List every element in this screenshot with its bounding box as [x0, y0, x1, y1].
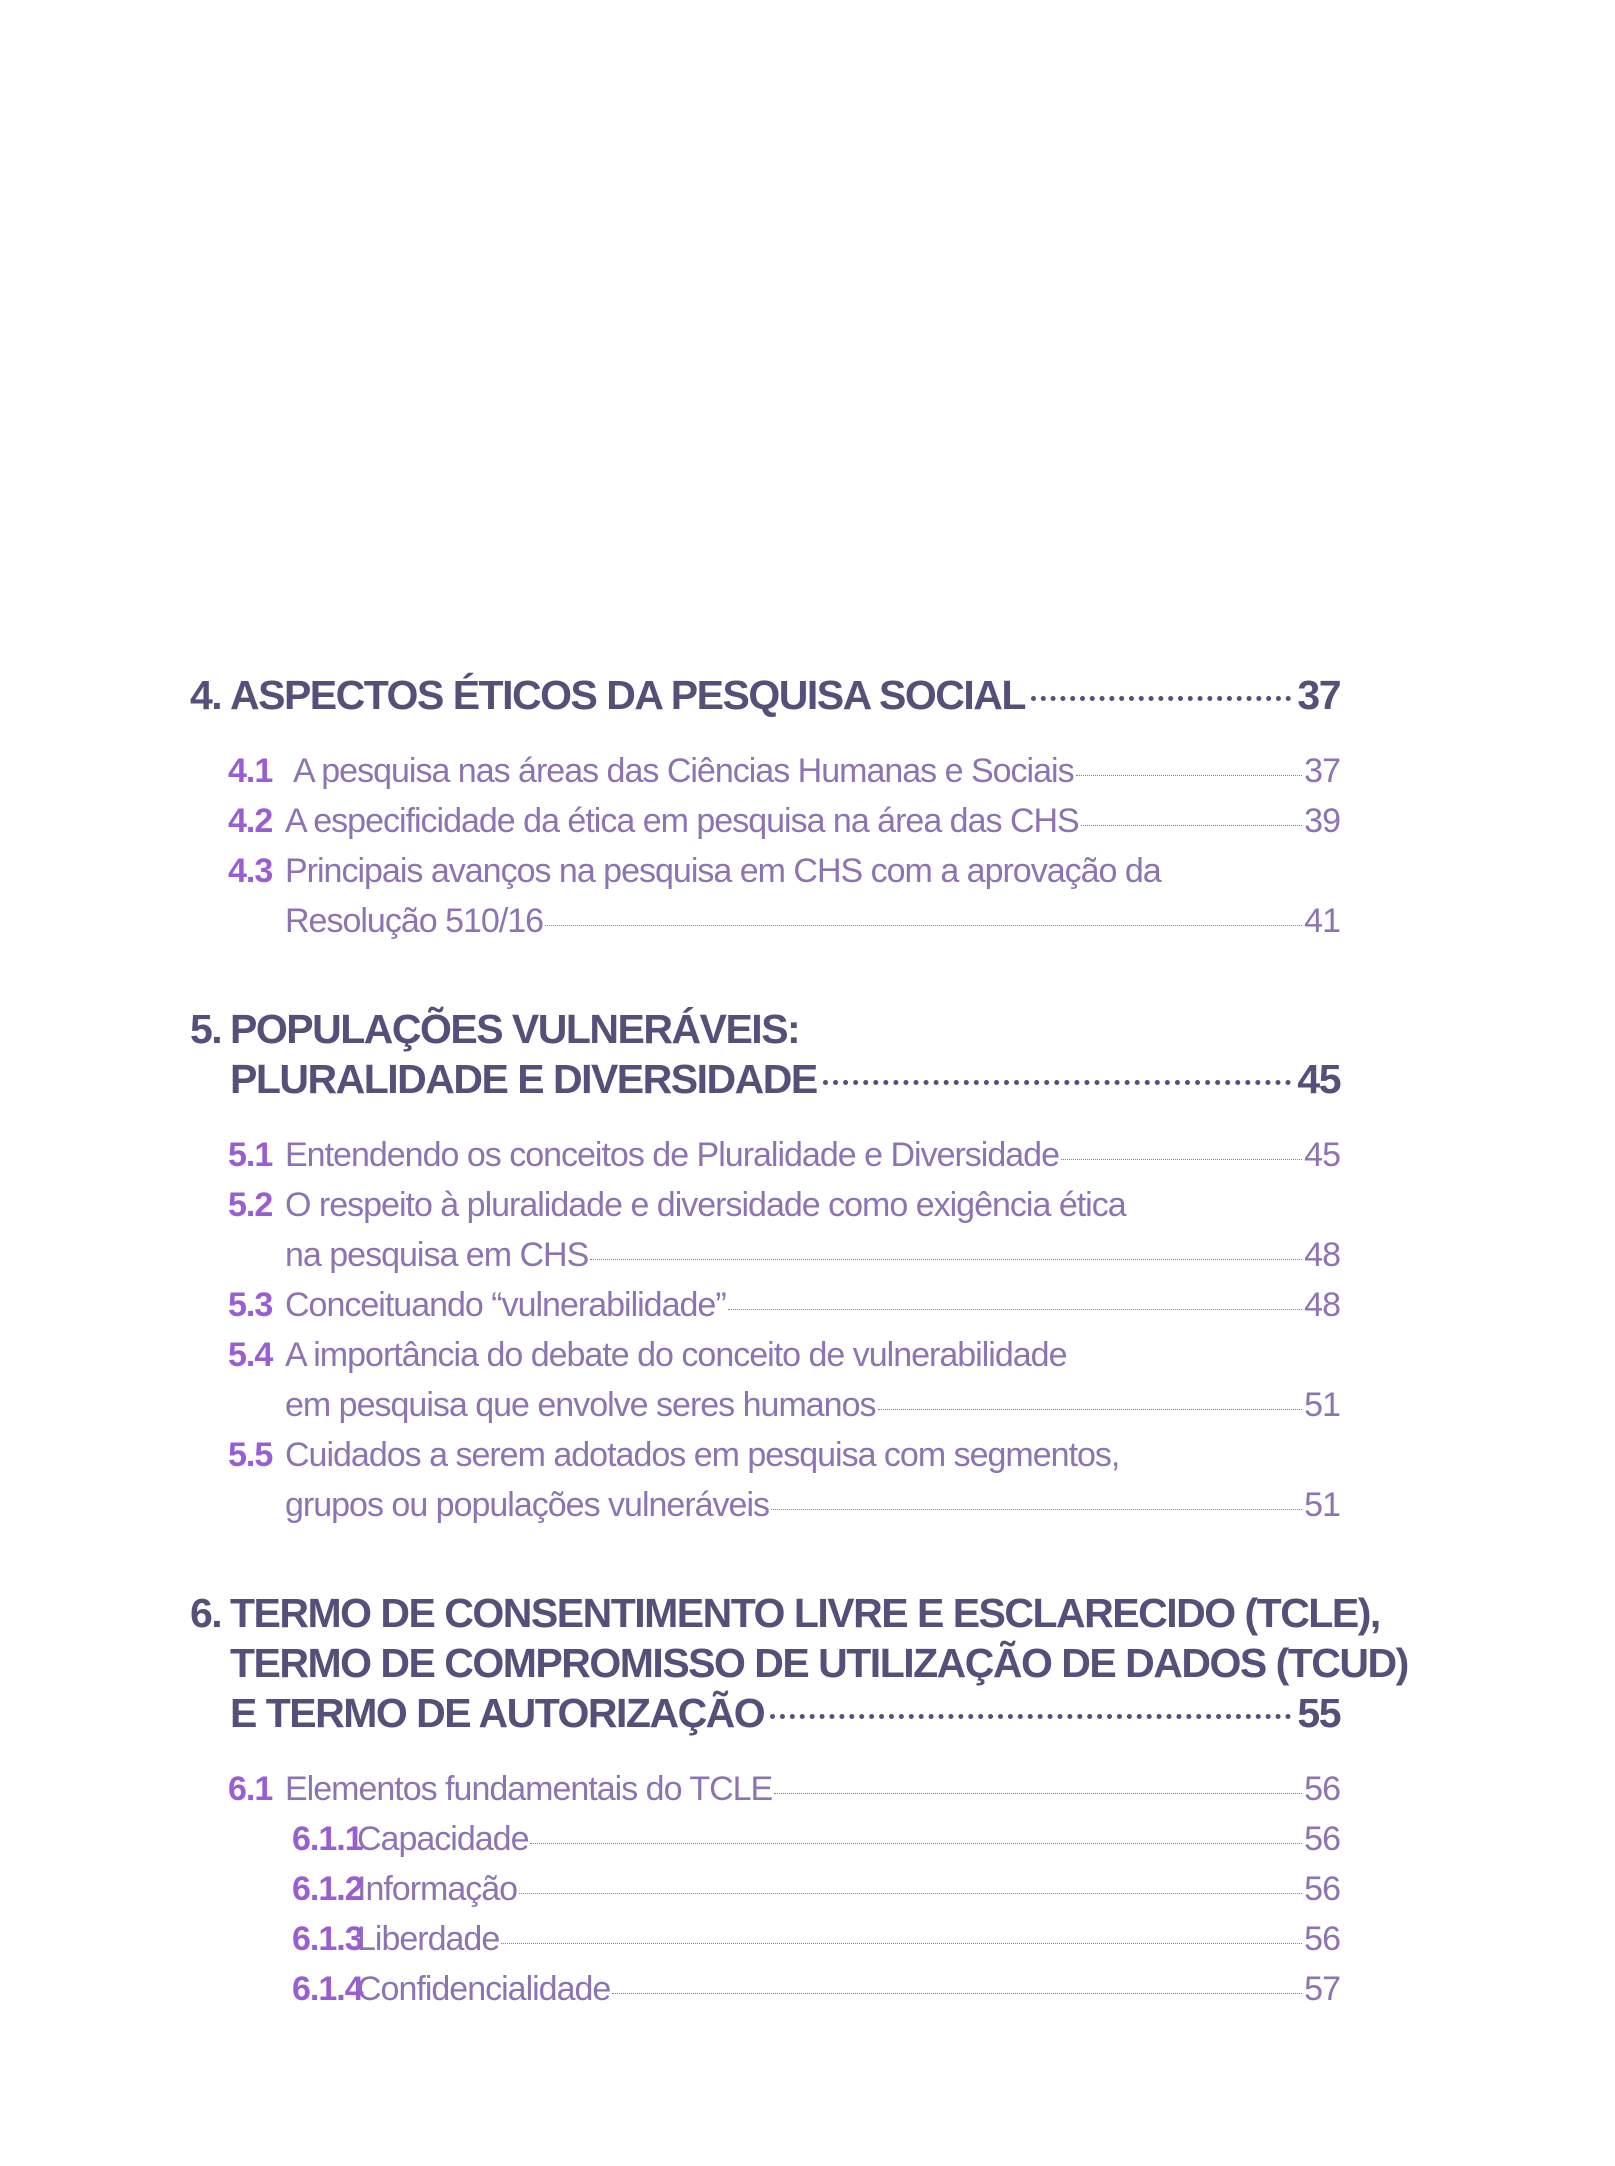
dot-leader — [590, 1259, 1302, 1260]
entry-title: Entendendo os conceitos de Pluralidade e Diversidade — [285, 1136, 1059, 1174]
entry-title-continued: em pesquisa que envolve seres humanos — [285, 1386, 876, 1424]
chapter-number: 6. — [190, 1590, 222, 1636]
entry-number: 5.5 — [228, 1436, 273, 1474]
chapter-title: TERMO DE CONSENTIMENTO LIVRE E ESCLARECIDO (TCLE), — [230, 1590, 1380, 1636]
toc-entry-4-2[interactable] — [228, 796, 1340, 846]
entry-number: 6.1 — [228, 1770, 273, 1808]
entry-number: 4.3 — [228, 852, 273, 890]
page-number: 41 — [1304, 902, 1340, 940]
chapter-title-continued: E TERMO DE AUTORIZAÇÃO — [230, 1690, 765, 1736]
toc-entry-6-1-1[interactable] — [292, 1814, 1340, 1864]
chapter-title: POPULAÇÕES VULNERÁVEIS: — [230, 1006, 800, 1052]
entry-title-continued: Resolução 510/16 — [285, 902, 544, 940]
dot-leader — [501, 1943, 1302, 1944]
page-number: 37 — [1304, 752, 1340, 790]
chapter-title: ASPECTOS ÉTICOS DA PESQUISA SOCIAL — [230, 672, 1025, 718]
dot-leader — [612, 1993, 1302, 1994]
page-number: 56 — [1304, 1770, 1340, 1808]
entry-title: A especificidade da ética em pesquisa na área das CHS — [285, 802, 1079, 840]
entry-number: 6.1.2 — [292, 1870, 363, 1908]
dot-leader — [1076, 775, 1303, 776]
entry-title: Informação — [357, 1870, 518, 1908]
toc-entry-6-1-3[interactable] — [292, 1914, 1340, 1964]
entry-number: 5.2 — [228, 1186, 273, 1224]
dot-leader — [1061, 1159, 1302, 1160]
entry-title: Principais avanços na pesquisa em CHS com a aprovação da — [285, 852, 1161, 890]
dot-leader — [545, 925, 1302, 926]
dot-leader — [771, 1509, 1302, 1510]
entry-title: A pesquisa nas áreas das Ciências Humanas e Sociais — [293, 752, 1074, 790]
toc-chapter-6[interactable] — [190, 1588, 1408, 1738]
entry-title: A importância do debate do conceito de vulnerabilidade — [285, 1336, 1067, 1374]
toc-entry-5-4[interactable] — [228, 1330, 1340, 1430]
toc-entry-6-1-2[interactable] — [292, 1864, 1340, 1914]
chapter-title-continued: TERMO DE COMPROMISSO DE UTILIZAÇÃO DE DADOS (TCUD) — [230, 1640, 1408, 1686]
entry-title: Liberdade — [357, 1920, 500, 1958]
entry-number: 6.1.1 — [292, 1820, 363, 1858]
toc-chapter-4[interactable] — [190, 670, 1340, 720]
toc-entry-5-1[interactable] — [228, 1130, 1340, 1180]
page-number: 56 — [1304, 1920, 1340, 1958]
toc-entry-4-1[interactable] — [228, 746, 1340, 796]
page-number: 51 — [1304, 1386, 1340, 1424]
entry-title: Elementos fundamentais do TCLE — [285, 1770, 773, 1808]
toc-entry-6-1[interactable] — [228, 1764, 1340, 1814]
dot-leader — [770, 1714, 1291, 1719]
dot-leader — [530, 1843, 1302, 1844]
entry-title: Capacidade — [357, 1820, 529, 1858]
page-number: 57 — [1304, 1970, 1340, 2008]
entry-title: Confidencialidade — [357, 1970, 611, 2008]
entry-number: 5.1 — [228, 1136, 273, 1174]
page-number: 48 — [1304, 1286, 1340, 1324]
toc-entry-5-2[interactable] — [228, 1180, 1340, 1280]
dot-leader — [878, 1409, 1303, 1410]
entry-title: O respeito à pluralidade e diversidade como exigência ética — [285, 1186, 1126, 1224]
page-number: 56 — [1304, 1820, 1340, 1858]
entry-title: Conceituando “vulnerabilidade” — [285, 1286, 726, 1324]
entry-title-continued: na pesquisa em CHS — [285, 1236, 589, 1274]
chapter-number: 5. — [190, 1006, 222, 1052]
toc-entry-5-5[interactable] — [228, 1430, 1340, 1530]
entry-number: 6.1.4 — [292, 1970, 363, 2008]
page-number: 39 — [1304, 802, 1340, 840]
entry-number: 6.1.3 — [292, 1920, 363, 1958]
dot-leader — [823, 1080, 1292, 1085]
page-number: 45 — [1304, 1136, 1340, 1174]
chapter-title-continued: PLURALIDADE E DIVERSIDADE — [230, 1056, 817, 1102]
toc-entry-4-3[interactable] — [228, 846, 1340, 946]
dot-leader — [1081, 825, 1302, 826]
entry-number: 5.3 — [228, 1286, 273, 1324]
page-number: 37 — [1297, 672, 1340, 718]
toc-chapter-5[interactable] — [190, 1004, 1340, 1104]
page-number: 45 — [1297, 1056, 1340, 1102]
page-number: 55 — [1297, 1690, 1340, 1736]
table-of-contents — [190, 670, 1408, 2014]
dot-leader — [774, 1793, 1302, 1794]
dot-leader — [519, 1893, 1302, 1894]
toc-entry-6-1-4[interactable] — [292, 1964, 1340, 2014]
page-number: 48 — [1304, 1236, 1340, 1274]
entry-number: 4.1 — [228, 752, 273, 790]
page-number: 51 — [1304, 1486, 1340, 1524]
page-number: 56 — [1304, 1870, 1340, 1908]
toc-entry-5-3[interactable] — [228, 1280, 1340, 1330]
chapter-number: 4. — [190, 672, 222, 718]
dot-leader — [728, 1309, 1303, 1310]
dot-leader — [1031, 696, 1291, 701]
entry-number: 4.2 — [228, 802, 273, 840]
entry-title-continued: grupos ou populações vulneráveis — [285, 1486, 770, 1524]
entry-number: 5.4 — [228, 1336, 273, 1374]
entry-title: Cuidados a serem adotados em pesquisa com segmentos, — [285, 1436, 1120, 1474]
